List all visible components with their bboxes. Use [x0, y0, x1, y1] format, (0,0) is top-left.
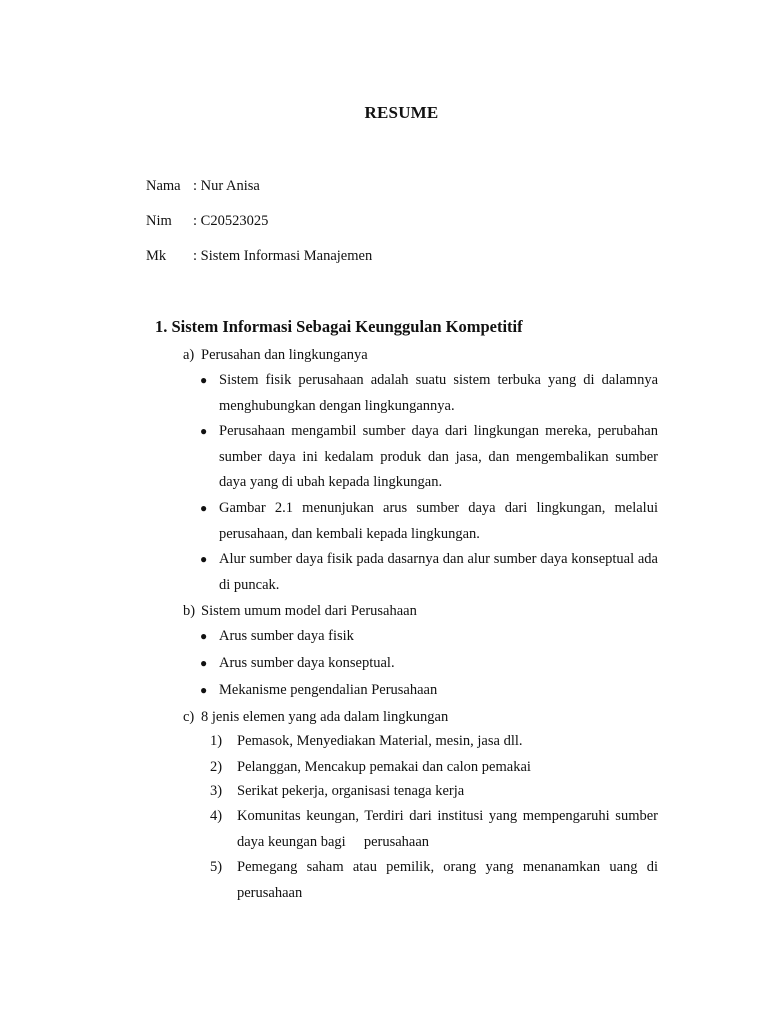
- item-number: 4): [210, 808, 223, 824]
- identity-key: Nim: [146, 213, 172, 229]
- subsection-a-title: [183, 346, 368, 364]
- list-item: [200, 496, 658, 547]
- list-item: [200, 368, 658, 419]
- bullet-icon: ●: [200, 552, 208, 566]
- numbered-item: [210, 804, 662, 855]
- item-text: Pemasok, Menyediakan Material, mesin, jasa dll.: [237, 733, 523, 749]
- numbered-item: [210, 855, 658, 906]
- bullet-icon: ●: [200, 501, 208, 515]
- subsection-label: Perusahan dan lingkunganya: [201, 347, 368, 363]
- identity-key: Nama: [146, 178, 181, 194]
- item-number: 5): [210, 859, 223, 875]
- list-item-text: Arus sumber daya fisik: [219, 628, 354, 644]
- list-item: [200, 419, 658, 496]
- item-text: Pelanggan, Mencakup pemakai dan calon pemakai: [237, 759, 531, 775]
- list-item: [200, 624, 658, 650]
- identity-value: : Sistem Informasi Manajemen: [193, 248, 373, 264]
- item-text: Komunitas keungan, Terdiri dari institusi yang mempengaruhi sumber daya keungan bagi perusahaan: [237, 808, 662, 850]
- item-number: 3): [210, 783, 223, 799]
- list-item-text: Gambar 2.1 menunjukan arus sumber daya dari lingkungan, melalui perusahaan, dan kembali kepada lingkungan.: [219, 500, 658, 542]
- item-text: Pemegang saham atau pemilik, orang yang menanamkan uang di perusahaan: [237, 859, 658, 901]
- subsection-label: Sistem umum model dari Perusahaan: [201, 603, 417, 619]
- list-item: [200, 678, 658, 704]
- list-item-text: Perusahaan mengambil sumber daya dari lingkungan mereka, perubahan sumber daya ini kedalam produk dan jasa, dan mengembalikan sumber daya yang di ubah kepada lingkungan.: [219, 423, 658, 490]
- bullet-icon: ●: [200, 424, 208, 438]
- identity-value: : Nur Anisa: [193, 178, 260, 194]
- list-item-text: Alur sumber daya fisik pada dasarnya dan alur sumber daya konseptual ada di puncak.: [219, 551, 658, 593]
- bullet-icon: ●: [200, 629, 208, 643]
- list-item-text: Mekanisme pengendalian Perusahaan: [219, 682, 438, 698]
- bullet-icon: ●: [200, 373, 208, 387]
- bullet-icon: ●: [200, 683, 208, 697]
- subsection-c-title: [183, 708, 448, 726]
- list-item-text: Sistem fisik perusahaan adalah suatu sistem terbuka yang di dalamnya menghubungkan dengan lingkungannya.: [219, 372, 658, 414]
- identity-row-mk: [146, 247, 372, 265]
- list-item: [200, 651, 658, 677]
- bullet-icon: ●: [200, 656, 208, 670]
- document-title: RESUME: [364, 103, 439, 122]
- numbered-item: [210, 755, 658, 781]
- subsection-marker: a): [183, 347, 195, 363]
- subsection-marker: c): [183, 709, 195, 725]
- item-number: 2): [210, 759, 223, 775]
- section-heading: 1. Sistem Informasi Sebagai Keunggulan Kompetitif: [155, 317, 523, 336]
- numbered-item: [210, 729, 658, 755]
- subsection-label: 8 jenis elemen yang ada dalam lingkungan: [201, 709, 449, 725]
- list-item-text: Arus sumber daya konseptual.: [219, 655, 395, 671]
- subsection-b-title: [183, 602, 417, 620]
- identity-row-name: [146, 177, 260, 195]
- item-text: Serikat pekerja, organisasi tenaga kerja: [237, 783, 465, 799]
- numbered-item: [210, 779, 658, 805]
- identity-row-nim: [146, 212, 268, 230]
- subsection-marker: b): [183, 603, 196, 619]
- item-number: 1): [210, 733, 223, 749]
- identity-value: : C20523025: [193, 213, 269, 229]
- identity-key: Mk: [146, 248, 167, 264]
- list-item: [200, 547, 658, 598]
